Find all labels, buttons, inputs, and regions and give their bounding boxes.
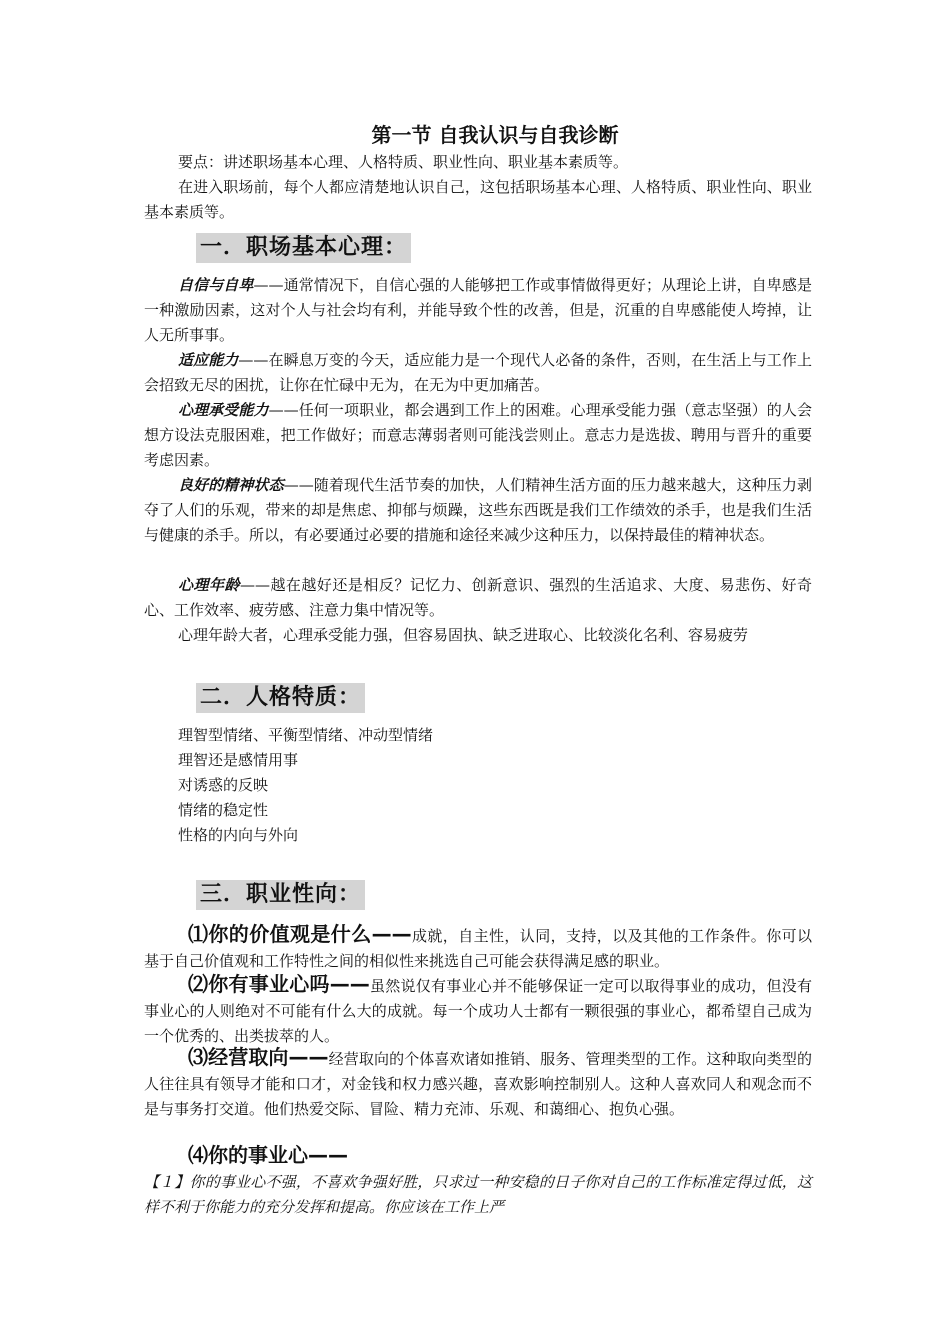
orientation-text: 成就，自主性，认同，支持，以及其他的工作条件。你可以基于自己价值观和工作特性之间的相似性来挑选自己可能会获得满足感的职业。 [144, 927, 813, 970]
term: 适应能力 [178, 351, 239, 369]
term-text: ——随着现代生活节奏的加快，人们精神生活方面的压力越来越大，这种压力剥夺了人们的乐观，带来的却是焦虑、抑郁与烦躁，这些东西既是我们工作绩效的杀手，也是我们生活与健康的杀手。所以，有必要通过必要的措施和途径来减少这种压力，以保持最佳的精神状态。 [144, 476, 812, 544]
intro-paragraph: 在进入职场前，每个人都应清楚地认识自己，这包括职场基本心理、人格特质、职业性向、职业基本素质等。 [144, 178, 812, 221]
orientation-term: ⑶经营取向—— [188, 1045, 329, 1069]
orientation-text: 虽然说仅有事业心并不能够保证一定可以取得事业的成功，但没有事业心的人则绝对不可能有什么大的成就。每一个成功人士都有一颗很强的事业心，都希望自己成为一个优秀的、出类拔萃的人。 [144, 977, 812, 1045]
orientation-item [144, 1045, 812, 1122]
orientation-item [144, 1143, 812, 1170]
term-text: ——在瞬息万变的今天，适应能力是一个现代人必备的条件，否则，在生活上与工作上会招致无尽的困扰，让你在忙碌中无为，在无为中更加痛苦。 [144, 351, 812, 394]
trait-item: 理智还是感情用事 [178, 751, 299, 769]
list-item [144, 473, 812, 548]
section-heading-1: 一．职场基本心理： [196, 233, 411, 263]
trait-item: 理智型情绪、平衡型情绪、冲动型情绪 [178, 726, 434, 744]
term-text: ——任何一项职业，都会遇到工作上的困难。心理承受能力强（意志坚强）的人会想方设法克服困难，把工作做好；而意志薄弱者则可能浅尝则止。意志力是选拔、聘用与晋升的重要考虑因素。 [144, 401, 812, 469]
section-heading-2: 二．人格特质： [196, 683, 365, 713]
section-heading-3: 三．职业性向： [196, 880, 365, 910]
term: 良好的精神状态 [178, 476, 284, 494]
trait-item: 对诱惑的反映 [178, 776, 269, 794]
term-text: ——通常情况下，自信心强的人能够把工作或事情做得更好；从理论上讲，自卑感是一种激励因素，这对个人与社会均有利，并能导致个性的改善，但是，沉重的自卑感能使人垮掉，让人无所事事。 [144, 276, 812, 344]
list-item [144, 348, 812, 398]
term: 心理承受能力 [178, 401, 269, 419]
page-title: 第一节 自我认识与自我诊断 [371, 123, 619, 147]
orientation-term: ⑷你的事业心—— [188, 1143, 348, 1167]
orientation-item [144, 922, 812, 974]
orientation-term: ⑴你的价值观是什么—— [188, 922, 412, 946]
trait-item: 情绪的稳定性 [178, 801, 269, 819]
term-text: ——越在越好还是相反？记忆力、创新意识、强烈的生活追求、大度、易悲伤、好奇心、工作效率、疲劳感、注意力集中情况等。 [144, 576, 812, 619]
closing-paragraph: 心理年龄大者，心理承受能力强，但容易固执、缺乏进取心、比较淡化名利、容易疲劳 [178, 626, 749, 644]
trait-item: 性格的内向与外向 [178, 826, 299, 844]
note-paragraph: 【１】你的事业心不强，不喜欢争强好胜，只求过一种安稳的日子你对自己的工作标准定得过低，这样不利于你能力的充分发挥和提高。你应该在工作上严 [144, 1173, 812, 1216]
orientation-item [144, 972, 812, 1049]
orientation-term: ⑵你有事业心吗—— [188, 972, 370, 996]
key-points: 要点：讲述职场基本心理、人格特质、职业性向、职业基本素质等。 [178, 153, 629, 171]
term: 自信与自卑 [178, 276, 254, 294]
orientation-text: 经营取向的个体喜欢诸如推销、服务、管理类型的工作。这种取向类型的人往往具有领导才能和口才，对金钱和权力感兴趣，喜欢影响控制别人。这种人喜欢同人和观念而不是与事务打交道。他们热爱交际、冒险、精力充沛、乐观、和蔼细心、抱负心强。 [144, 1050, 812, 1118]
list-item [144, 573, 812, 623]
list-item [144, 273, 812, 348]
term: 心理年龄 [178, 576, 240, 594]
list-item [144, 398, 812, 473]
